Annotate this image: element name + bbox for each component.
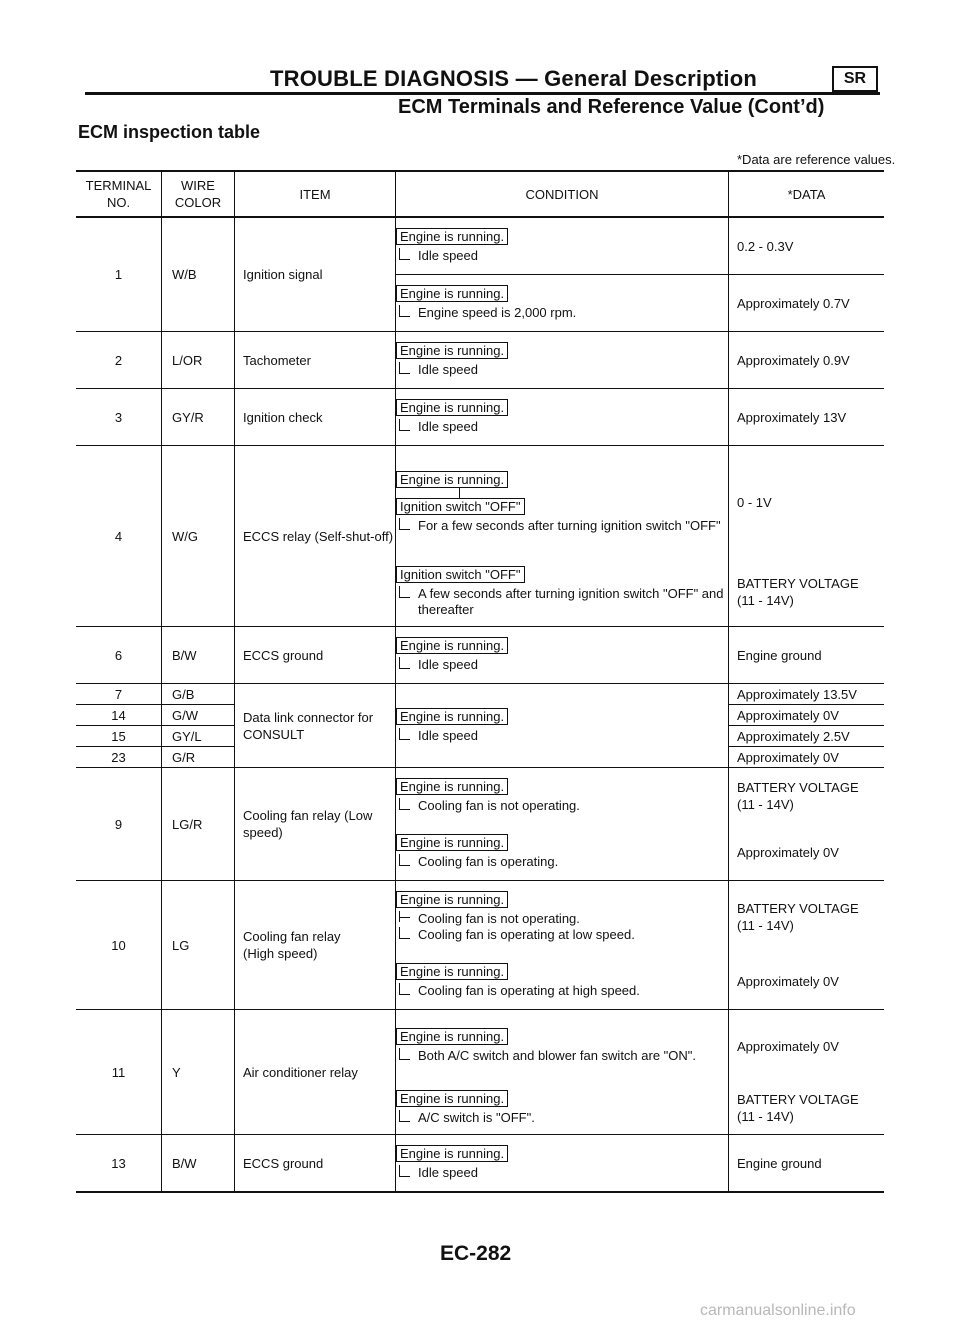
table-row (76, 217, 884, 275)
data-value: Approximately 2.5V (729, 726, 885, 747)
condition-box: Engine is running. (396, 285, 508, 302)
reference-note: *Data are reference values. (737, 152, 896, 167)
branch-icon (399, 362, 410, 374)
terminal-no: 6 (76, 627, 162, 684)
item-text: Cooling fan relay (Low speed) (235, 768, 396, 881)
condition-box: Engine is running. (396, 1090, 508, 1107)
ecm-inspection-table (76, 170, 884, 1193)
branch-icon (399, 911, 410, 922)
branch-icon (399, 518, 410, 530)
condition-cell (396, 275, 729, 332)
data-value: BATTERY VOLTAGE (11 - 14V) (737, 901, 859, 933)
data-value: Approximately 13.5V (729, 684, 885, 705)
branch-icon (399, 927, 410, 939)
terminal-no: 23 (76, 747, 162, 768)
condition-cell (396, 389, 729, 446)
table-row (76, 332, 884, 389)
data-value: Engine ground (729, 627, 885, 684)
data-value: Approximately 0.7V (729, 275, 885, 332)
page-subtitle: ECM Terminals and Reference Value (Cont’d) (398, 96, 825, 118)
condition-sub: For a few seconds after turning ignition switch "OFF" (418, 517, 721, 533)
data-value: 0 - 1V (737, 494, 772, 510)
connector-line (459, 488, 728, 498)
table-row (76, 684, 884, 705)
watermark: carmanualsonline.info (700, 1302, 856, 1319)
condition-box: Ignition switch "OFF" (396, 498, 525, 515)
wire-color: W/B (162, 217, 235, 332)
condition-cell (396, 558, 729, 627)
condition-cell (396, 446, 729, 559)
wire-color: W/G (162, 446, 235, 627)
terminal-no: 3 (76, 389, 162, 446)
section-badge: SR (832, 66, 878, 92)
wire-color: B/W (162, 627, 235, 684)
condition-cell (396, 1135, 729, 1193)
branch-icon (399, 854, 410, 866)
condition-sub: Idle speed (418, 657, 478, 672)
terminal-no: 1 (76, 217, 162, 332)
condition-box: Engine is running. (396, 708, 508, 725)
data-value: Approximately 0V (729, 747, 885, 768)
condition-sub: A/C switch is "OFF". (418, 1110, 535, 1125)
page-title: TROUBLE DIAGNOSIS — General Description (270, 66, 757, 91)
item-text: Data link connector for CONSULT (235, 684, 396, 768)
condition-cell (396, 1082, 729, 1135)
item-text: Ignition check (235, 389, 396, 446)
condition-cell (396, 627, 729, 684)
data-value: BATTERY VOLTAGE (11 - 14V) (729, 558, 885, 627)
wire-color: L/OR (162, 332, 235, 389)
condition-sub: A few seconds after turning ignition switch "OFF" and thereafter (418, 586, 724, 617)
item-text: Tachometer (235, 332, 396, 389)
item-text: ECCS ground (235, 1135, 396, 1193)
table-row (76, 881, 884, 954)
terminal-no: 13 (76, 1135, 162, 1193)
terminal-no: 11 (76, 1010, 162, 1135)
data-value: BATTERY VOLTAGE (11 - 14V) (737, 780, 859, 812)
condition-box: Engine is running. (396, 1145, 508, 1162)
item-text: Air conditioner relay (235, 1010, 396, 1135)
condition-box: Engine is running. (396, 342, 508, 359)
col-wire: WIRE COLOR (162, 171, 235, 217)
data-value: Approximately 0.9V (729, 332, 885, 389)
col-item: ITEM (235, 171, 396, 217)
data-value: Approximately 0V (729, 824, 885, 881)
condition-box: Engine is running. (396, 471, 508, 488)
terminal-no: 10 (76, 881, 162, 1010)
table-row (76, 1010, 884, 1083)
condition-sub: Idle speed (418, 362, 478, 377)
condition-sub: Cooling fan is not operating. (418, 798, 580, 813)
condition-cell (396, 332, 729, 389)
table-row (76, 1135, 884, 1193)
terminal-no: 14 (76, 705, 162, 726)
condition-sub: Idle speed (418, 248, 478, 263)
condition-cell (396, 217, 729, 275)
branch-icon (399, 728, 410, 740)
branch-icon (399, 305, 410, 317)
condition-box: Engine is running. (396, 399, 508, 416)
condition-sub: Idle speed (418, 419, 478, 434)
condition-sub: Cooling fan is not operating. (418, 911, 580, 926)
terminal-no: 9 (76, 768, 162, 881)
condition-sub: Idle speed (418, 1165, 478, 1180)
data-value: Approximately 0V (729, 953, 885, 1010)
condition-sub: Both A/C switch and blower fan switch are "ON". (418, 1048, 697, 1063)
branch-icon (399, 1048, 410, 1060)
data-value: 0.2 - 0.3V (729, 217, 885, 275)
branch-icon (399, 657, 410, 669)
condition-sub: Engine speed is 2,000 rpm. (418, 305, 577, 320)
condition-box: Engine is running. (396, 637, 508, 654)
condition-box: Engine is running. (396, 963, 508, 980)
table-header-row (76, 171, 884, 217)
wire-color: GY/L (162, 726, 235, 747)
table-row (76, 768, 884, 825)
data-value: Approximately 13V (729, 389, 885, 446)
condition-cell (396, 1010, 729, 1083)
page-number: EC-282 (440, 1242, 512, 1265)
branch-icon (399, 1110, 410, 1122)
condition-box: Ignition switch "OFF" (396, 566, 525, 583)
wire-color: LG (162, 881, 235, 1010)
condition-sub: Cooling fan is operating at high speed. (418, 983, 640, 998)
wire-color: Y (162, 1010, 235, 1135)
terminal-no: 7 (76, 684, 162, 705)
condition-cell (396, 881, 729, 954)
wire-color: G/R (162, 747, 235, 768)
header-rule (85, 92, 880, 95)
condition-box: Engine is running. (396, 891, 508, 908)
branch-icon (399, 419, 410, 431)
wire-color: G/B (162, 684, 235, 705)
data-value: Approximately 0V (729, 705, 885, 726)
condition-box: Engine is running. (396, 1028, 508, 1045)
item-text: Cooling fan relay (High speed) (235, 881, 396, 1010)
terminal-no: 2 (76, 332, 162, 389)
branch-icon (399, 248, 410, 260)
item-text: Ignition signal (235, 217, 396, 332)
wire-color: LG/R (162, 768, 235, 881)
condition-sub: Idle speed (418, 727, 478, 743)
section-title: ECM inspection table (78, 122, 261, 142)
condition-cell (396, 768, 729, 825)
wire-color: B/W (162, 1135, 235, 1193)
wire-color: GY/R (162, 389, 235, 446)
data-value: Engine ground (729, 1135, 885, 1193)
col-terminal: TERMINAL NO. (76, 171, 162, 217)
table-row (76, 389, 884, 446)
condition-cell (396, 953, 729, 1010)
item-text: ECCS ground (235, 627, 396, 684)
condition-sub: Cooling fan is operating at low speed. (418, 927, 635, 942)
terminal-no: 15 (76, 726, 162, 747)
terminal-no: 4 (76, 446, 162, 627)
condition-box: Engine is running. (396, 834, 508, 851)
branch-icon (399, 983, 410, 995)
condition-box: Engine is running. (396, 778, 508, 795)
data-value: BATTERY VOLTAGE (11 - 14V) (729, 1082, 885, 1135)
branch-icon (399, 798, 410, 810)
branch-icon (399, 1165, 410, 1177)
col-data: *DATA (729, 171, 885, 217)
branch-icon (399, 586, 410, 598)
table-row (76, 627, 884, 684)
condition-cell (396, 824, 729, 881)
col-condition: CONDITION (396, 171, 729, 217)
item-text: ECCS relay (Self-shut-off) (235, 446, 396, 627)
data-value: Approximately 0V (737, 1038, 839, 1054)
condition-cell (396, 684, 729, 768)
table-row (76, 446, 884, 559)
condition-sub: Cooling fan is operating. (418, 854, 559, 869)
wire-color: G/W (162, 705, 235, 726)
condition-box: Engine is running. (396, 228, 508, 245)
